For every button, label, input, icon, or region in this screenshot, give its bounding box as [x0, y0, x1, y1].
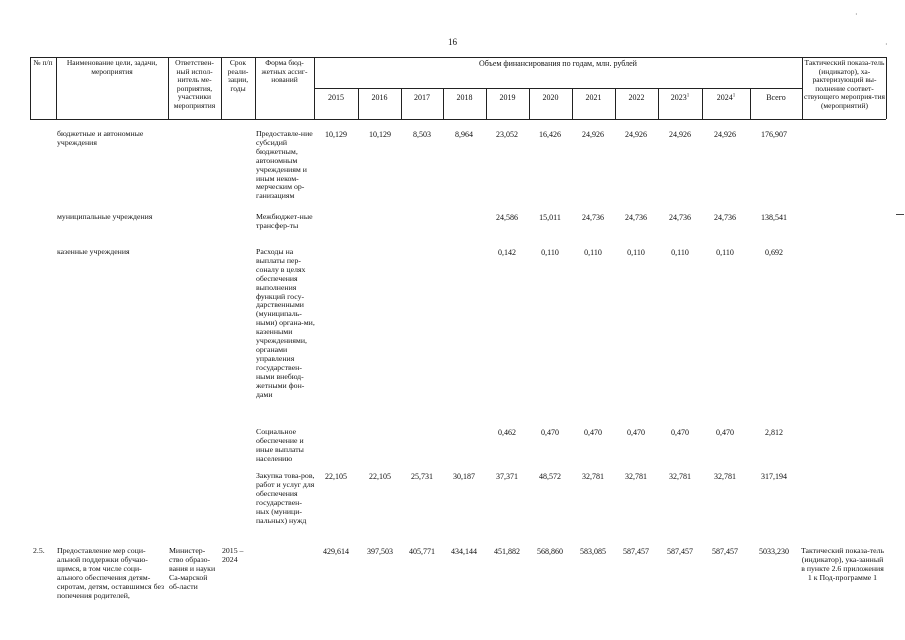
page-number: 16 — [448, 37, 457, 47]
value-2024: 0,470 — [716, 428, 734, 437]
rule — [886, 57, 887, 119]
header-term: Срок реали-зации, годы — [227, 58, 249, 93]
year-2024: 2024$^1$ — [716, 93, 736, 102]
value-2020: 15,011 — [539, 213, 561, 222]
value-2022: 0,470 — [627, 428, 645, 437]
year-2021: 2021 — [585, 93, 602, 102]
value-2018: 8,964 — [455, 130, 473, 139]
value-total: 0,692 — [765, 248, 783, 257]
value-total: 2,812 — [765, 428, 783, 437]
value-2023: 24,926 — [669, 130, 691, 139]
row-indicator: Тактический показа-тель (индикатор), ука-занный в пункте 2.6 приложения 1 к Под-программе 1 — [800, 546, 885, 582]
year-2023: 2023$^1$ — [670, 93, 690, 102]
row-form: Предоставле-ние субсидий бюджетным, автономным учреждениям и иным неком-мерческим ор-ганизациям — [256, 129, 313, 201]
year-2018: 2018 — [456, 93, 473, 102]
value-total: 138,541 — [761, 213, 787, 222]
row-term: 2015 – 2024 — [222, 546, 244, 564]
value-2019: 23,052 — [496, 130, 518, 139]
value-2023: 32,781 — [669, 472, 691, 481]
value-2019: 451,882 — [494, 547, 520, 556]
total-header: Всего — [766, 93, 786, 102]
value-2021: 583,085 — [580, 547, 606, 556]
value-2023: 0,470 — [671, 428, 689, 437]
value-2015: 10,129 — [325, 130, 347, 139]
value-2024: 587,457 — [712, 547, 738, 556]
row-name: казенные учреждения — [57, 247, 130, 256]
rule — [56, 57, 57, 119]
value-2017: 25,731 — [411, 472, 433, 481]
value-2019: 24,586 — [496, 213, 518, 222]
value-2024: 0,110 — [716, 248, 734, 257]
year-2016: 2016 — [371, 93, 388, 102]
row-number: 2.5. — [33, 546, 45, 555]
year-2015: 2015 — [328, 93, 344, 102]
rule — [314, 88, 802, 89]
value-2017: 8,503 — [413, 130, 431, 139]
value-2023: 24,736 — [669, 213, 691, 222]
row-form: Закупка това-ров, работ и услуг для обеспечения государствен-ных (муници-пальных) нужд — [256, 471, 315, 525]
row-executor: Министер-ство образо-вания и науки Са-марской об-ласти — [169, 546, 216, 591]
value-2023: 0,110 — [671, 248, 689, 257]
row-name: бюджетные и автономные учреждения — [57, 129, 144, 147]
row-name: муниципальные учреждения — [57, 212, 153, 221]
value-2015: 429,614 — [323, 547, 349, 556]
value-2016: 397,503 — [367, 547, 393, 556]
value-2019: 0,462 — [498, 428, 516, 437]
value-2016: 22,105 — [369, 472, 391, 481]
value-2020: 0,110 — [541, 248, 559, 257]
value-2024: 24,926 — [714, 130, 736, 139]
value-2020: 568,860 — [537, 547, 563, 556]
value-2019: 0,142 — [498, 248, 516, 257]
rule — [30, 119, 886, 120]
value-2017: 405,771 — [409, 547, 435, 556]
value-2022: 32,781 — [625, 472, 647, 481]
margin-dot: · — [855, 10, 858, 19]
year-2019: 2019 — [499, 93, 516, 102]
value-2021: 24,736 — [582, 213, 604, 222]
margin-dot: · — [885, 40, 888, 49]
value-total: 317,194 — [761, 472, 787, 481]
value-2020: 0,470 — [541, 428, 559, 437]
row-form: Социальное обеспечение и иные выплаты населению — [256, 427, 304, 463]
header-funding: Объем финансирования по годам, млн. рублей — [479, 59, 637, 68]
row-name: Предоставление мер соци-альной поддержки обучаю-щимся, в том числе соци-ального обеспечения детям-сиротам, детям, оставшимся без попечения родителей, — [57, 546, 165, 600]
header-executor: Ответствен-ный испол-нитель ме-роприятия, участники мероприятия — [173, 58, 216, 110]
header-form: Форма бюд-жетных ассиг-нований — [261, 58, 308, 84]
value-2024: 32,781 — [714, 472, 736, 481]
value-total: 5033,230 — [759, 547, 789, 556]
value-2023: 587,457 — [667, 547, 693, 556]
header-indicator: Тактический показа-тель (индикатор), ха-рактеризующий вы-полнение соответ-ствующего мероприя-тия (мероприятий) — [804, 58, 885, 110]
value-2024: 24,736 — [714, 213, 736, 222]
value-2021: 32,781 — [582, 472, 604, 481]
year-2022: 2022 — [628, 93, 645, 102]
year-2020: 2020 — [542, 93, 559, 102]
rule — [30, 57, 886, 58]
row-form: Расходы на выплаты пер-соналу в целях обеспечения выполнения функций госу-дарственными (муниципаль-ными) органа-ми, казенными учреждениями, органами управления государствен-ными внебюд-жетными фон-дами — [256, 247, 315, 399]
value-2021: 24,926 — [582, 130, 604, 139]
year-2017: 2017 — [414, 93, 430, 102]
value-2022: 24,736 — [625, 213, 647, 222]
value-2018: 434,144 — [451, 547, 477, 556]
value-2019: 37,371 — [496, 472, 518, 481]
value-2021: 0,470 — [584, 428, 602, 437]
header-no: № п/п — [33, 58, 53, 67]
value-2021: 0,110 — [584, 248, 602, 257]
value-2022: 0,110 — [627, 248, 645, 257]
value-2022: 587,457 — [623, 547, 649, 556]
value-total: 176,907 — [761, 130, 787, 139]
value-2022: 24,926 — [625, 130, 647, 139]
value-2018: 30,187 — [453, 472, 475, 481]
margin-dash — [896, 214, 904, 215]
value-2020: 16,426 — [539, 130, 561, 139]
row-form: Межбюджет-ные трансфер-ты — [256, 212, 313, 230]
table-header — [30, 57, 886, 119]
footnote-mark: 1 — [686, 93, 690, 99]
header-name: Наименование цели, задачи, мероприятия — [66, 58, 158, 76]
value-2015: 22,105 — [325, 472, 347, 481]
value-2020: 48,572 — [539, 472, 561, 481]
footnote-mark: 1 — [732, 93, 736, 99]
value-2016: 10,129 — [369, 130, 391, 139]
